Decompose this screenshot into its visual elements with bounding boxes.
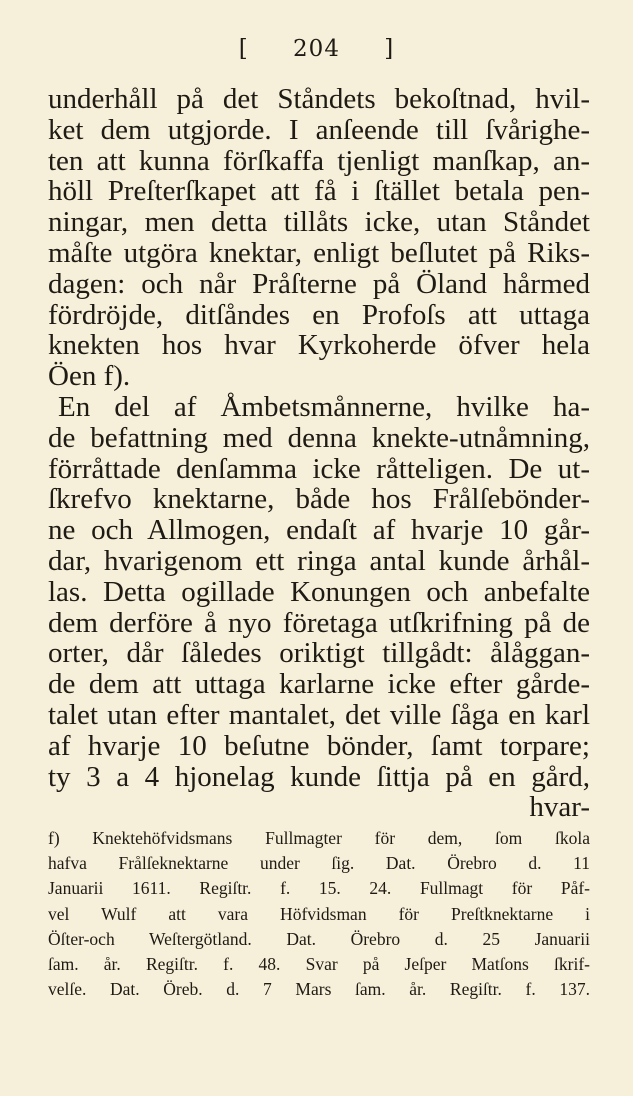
text-line: En del af Åmbetsmånnerne, hvilke ha-	[58, 390, 590, 423]
text-line: måſte utgöra knektar, enligt beſlutet på Riks-	[48, 236, 590, 269]
text-line: dem derföre å nyo företaga utſkrifning på de	[48, 606, 590, 639]
text-line: talet utan efter mantalet, det ville ſåga en karl	[48, 698, 590, 731]
footnote-line: ſam. år. Regiſtr. f. 48. Svar på Jeſper Matſons ſkrif-	[48, 953, 590, 974]
text-line: de dem att uttaga karlarne icke efter gårde-	[48, 668, 590, 701]
text-line: fördröjde, ditſåndes en Profoſs att uttaga	[48, 298, 590, 331]
header-bracket-open: [	[238, 36, 249, 62]
text-line: underhåll på det Ståndets bekoſtnad, hvil-	[48, 83, 590, 115]
text-line: ſkrefvo knektarne, både hos Frålſebönder-	[48, 483, 590, 516]
text-line: dagen: och når Pråſterne på Öland hårmed	[48, 267, 590, 300]
text-line: ne och Allmogen, endaſt af hvarje 10 går-	[48, 514, 590, 547]
text-line: knekten hos hvar Kyrkoherde öfver hela	[48, 329, 590, 362]
text-line: orter, dår ſåledes oriktigt tillgådt: ålåggan-	[48, 637, 590, 670]
footnote-line: velſe. Dat. Öreb. d. 7 Mars ſam. år. Regiſtr. f. 137.	[48, 979, 590, 1000]
footnote-line: hafva Frålſeknektarne under ſig. Dat. Örebro d. 11	[48, 853, 590, 874]
footnote	[48, 826, 590, 1002]
text-line: las. Detta ogillade Konungen och anbefalte	[48, 575, 590, 608]
text-line: de befattning med denna knekte-utnåmning,	[48, 421, 590, 454]
text-line: ket dem utgjorde. I anſeende till ſvårighe-	[48, 113, 590, 146]
footnote-line: f) Knektehöfvidsmans Fullmagter för dem, ſom ſkola	[48, 828, 590, 848]
text-line: dar, hvarigenom ett ringa antal kunde århål-	[48, 544, 590, 577]
footnote-line: vel Wulf att vara Höfvidsman för Preſtknektarne i	[48, 903, 590, 924]
text-line: ty 3 a 4 hjonelag kunde ſittja på en gård,	[48, 760, 590, 793]
page-number: 204	[293, 36, 340, 62]
text-line: ten att kunna förſkaffa tjenligt manſkap, an-	[48, 144, 590, 177]
text-line: höll Preſterſkapet att få i ſtället betala pen-	[48, 175, 590, 208]
text-line: Öen f).	[48, 360, 131, 393]
footnote-line: Januarii 1611. Regiſtr. f. 15. 24. Fullmagt för Påf-	[48, 878, 590, 899]
catchword: hvar-	[529, 791, 590, 824]
text-line: förråttade denſamma icke råtteligen. De ut-	[48, 452, 590, 485]
text-line: ningar, men detta tillåts icke, utan Ståndet	[48, 206, 590, 239]
text-line: af hvarje 10 beſutne bönder, ſamt torpare;	[48, 729, 590, 762]
header-bracket-close: ]	[384, 36, 395, 62]
page-header	[0, 36, 633, 62]
main-text	[48, 84, 590, 823]
footnote-line: Öſter-och Weſtergötland. Dat. Örebro d. 25 Januarii	[48, 928, 590, 949]
